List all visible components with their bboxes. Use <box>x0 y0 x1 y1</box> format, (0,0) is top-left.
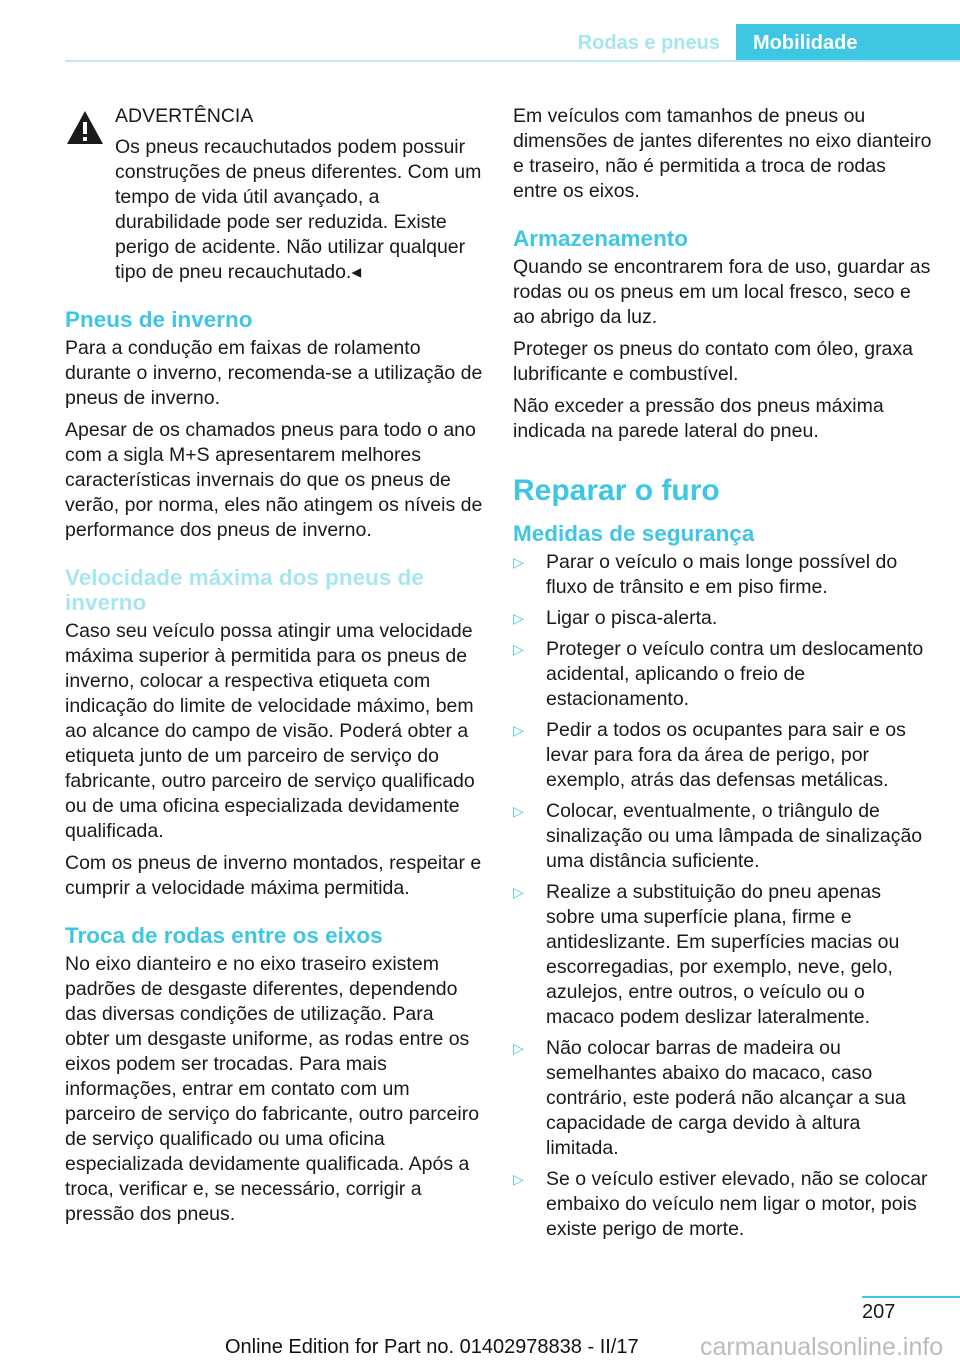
paragraph: Com os pneus de inverno montados, respeitar e cumprir a velocidade máxima permitida. <box>65 852 482 899</box>
paragraph: No eixo dianteiro e no eixo traseiro existem padrões de desgaste diferentes, dependendo das diversas condições de utilização. Para obter um desgaste uniforme, as rodas entre os eixos podem ser trocadas. Para mais informações, entrar em contato com um parceiro de serviço do fabricante, outro parceiro de serviço qualificado ou uma oficina especializada devidamente qualificada. Após a troca, verificar e, se necessário, corrigir a pressão dos pneus. <box>65 953 480 1225</box>
list-item-text: Se o veículo estiver elevado, não se colocar embaixo do veículo nem ligar o motor, pois existe perigo de morte. <box>546 1168 928 1240</box>
paragraph: Quando se encontrarem fora de uso, guardar as rodas ou os pneus em um local fresco, seco e ao abrigo da luz. <box>513 256 931 328</box>
bullet-triangle-icon: ▷ <box>513 803 524 819</box>
chapter-tab: Mobilidade <box>736 24 960 62</box>
list-item <box>513 550 933 600</box>
paragraph: Apesar de os chamados pneus para todo o ano com a sigla M+S apresentarem melhores características invernais do que os pneus de verão, por norma, eles não atingem os níveis de performance dos pneus de inverno. <box>65 419 483 541</box>
bullet-triangle-icon: ▷ <box>513 1171 524 1187</box>
heading-velocidade-maxima: Velocidade máxima dos pneus de inverno <box>65 565 424 615</box>
bullet-triangle-icon: ▷ <box>513 722 524 738</box>
list-item-text: Realize a substituição do pneu apenas sobre uma superfície plana, firme e antideslizante. Em superfícies macias ou escorregadias, por exemplo, neve, gelo, azulejos, entre outros, o veículo ou o macaco podem deslizar lateralmente. <box>546 881 900 1028</box>
list-item-text: Proteger o veículo contra um deslocamento acidental, aplicando o freio de estacionamento. <box>546 638 924 710</box>
paragraph: Proteger os pneus do contato com óleo, graxa lubrificante e combustível. <box>513 338 913 385</box>
bullet-triangle-icon: ▷ <box>513 554 524 570</box>
page-number: 207 <box>862 1301 896 1323</box>
footer-divider <box>862 1296 960 1298</box>
left-column <box>65 104 483 1234</box>
list-item-text: Ligar o pisca-alerta. <box>546 607 718 629</box>
list-item-text: Não colocar barras de madeira ou semelhantes abaixo do macaco, caso contrário, este poderá não alcançar a sua capacidade de carga devido à altura limitada. <box>546 1037 906 1159</box>
list-item <box>513 637 933 712</box>
warning-triangle-icon <box>65 108 105 148</box>
right-column <box>513 104 933 1248</box>
list-item <box>513 799 933 874</box>
header-divider <box>65 60 960 62</box>
section-tab: Rodas e pneus <box>577 32 720 54</box>
heading-medidas-seguranca: Medidas de segurança <box>513 521 755 546</box>
warning-box <box>65 104 483 285</box>
list-item <box>513 718 933 793</box>
heading-troca-rodas: Troca de rodas entre os eixos <box>65 923 383 948</box>
list-item-text: Colocar, eventualmente, o triângulo de sinalização ou uma lâmpada de sinalização uma distância suficiente. <box>546 800 923 872</box>
list-item <box>513 1036 933 1161</box>
warning-title: ADVERTÊNCIA <box>115 105 254 127</box>
paragraph: Em veículos com tamanhos de pneus ou dimensões de jantes diferentes no eixo dianteiro e traseiro, não é permitida a troca de rodas entre os eixos. <box>513 105 932 202</box>
watermark: carmanualsonline.info <box>700 1333 944 1361</box>
paragraph: Caso seu veículo possa atingir uma velocidade máxima superior à permitida para os pneus de inverno, colocar a respectiva etiqueta com indicação do limite de velocidade máximo, bem ao alcance do campo de visão. Poderá obter a etiqueta junto de um parceiro de serviço do fabricante, outro parceiro de serviço qualificado ou de uma oficina especializada devidamente qualificada. <box>65 620 475 842</box>
heading-reparar-furo: Reparar o furo <box>513 474 720 507</box>
list-item-text: Pedir a todos os ocupantes para sair e os levar para fora da área de perigo, por exemplo, atrás das defensas metálicas. <box>546 719 906 791</box>
list-item-text: Parar o veículo o mais longe possível do fluxo de trânsito e em piso firme. <box>546 551 898 598</box>
warning-text <box>65 135 483 285</box>
heading-pneus-inverno: Pneus de inverno <box>65 307 253 332</box>
bullet-triangle-icon: ▷ <box>513 884 524 900</box>
list-item <box>513 880 933 1030</box>
edition-note: Online Edition for Part no. 01402978838 - II/17 <box>225 1336 639 1358</box>
paragraph: Não exceder a pressão dos pneus máxima indicada na parede lateral do pneu. <box>513 395 884 442</box>
paragraph: Para a condução em faixas de rolamento durante o inverno, recomenda-se a utilização de pneus de inverno. <box>65 337 483 409</box>
list-item <box>513 606 933 631</box>
bullet-triangle-icon: ▷ <box>513 1040 524 1056</box>
heading-armazenamento: Armazenamento <box>513 226 689 251</box>
warning-text-content: Os pneus recauchutados podem possuir construções de pneus diferentes. Com um tempo de vida útil avançado, a durabilidade pode ser reduzida. Existe perigo de acidente. Não utilizar qualquer tipo de pneu recauchutado.◂ <box>115 136 482 283</box>
bullet-triangle-icon: ▷ <box>513 641 524 657</box>
list-item <box>513 1167 933 1242</box>
safety-list <box>513 550 933 1242</box>
bullet-triangle-icon: ▷ <box>513 610 524 626</box>
